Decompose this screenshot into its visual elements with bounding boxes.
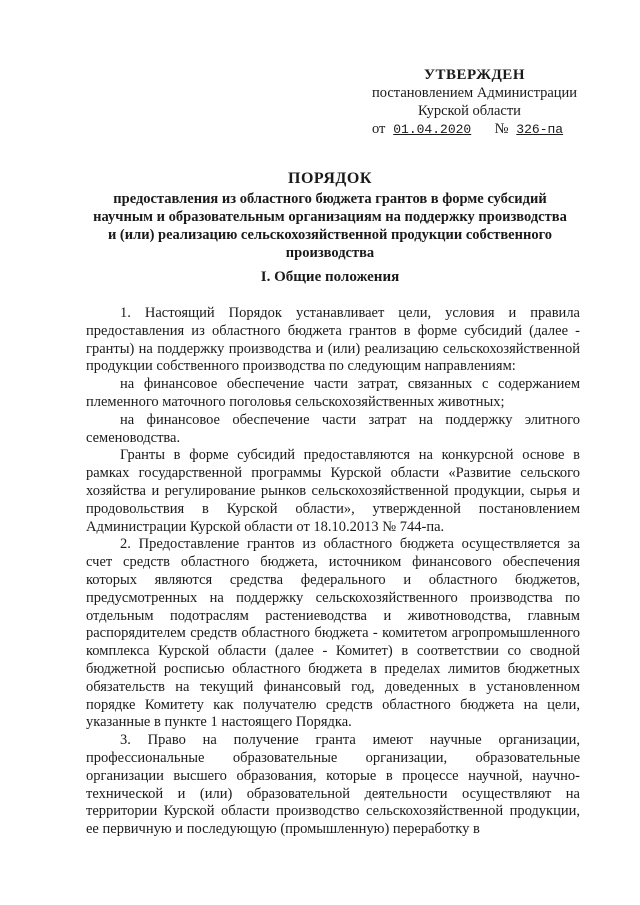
approval-date-line: [372, 120, 592, 139]
paragraph-5: 2. Предоставление грантов из областного бюджета осуществляется за счет средств областного бюджета, источником финансового обеспечения которых являются средства федерального и областного бюджетов, предусмотренных на поддержку сельскохозяйственного производства по отдельным подотраслям растениеводства и животноводства, главным распорядителем средств областного бюджета - комитетом агропромышленного комплекса Курской области (далее - Комитет) в соответствии со сводной бюджетной росписью областного бюджета в пределах лимитов бюджетных обязательств на текущий финансовый год, доведенных в установленном порядке Комитету как получателю средств областного бюджета на цели, указанные в пункте 1 настоящего Порядка.: [86, 536, 580, 731]
approval-block: [372, 66, 592, 139]
approval-number: 326-па: [516, 122, 564, 137]
document-title: ПОРЯДОК: [288, 170, 372, 187]
approval-line-2: Курской области: [418, 103, 521, 119]
date-prefix: от: [372, 121, 386, 137]
section-heading: I. Общие положения: [260, 269, 400, 285]
paragraph-4: Гранты в форме субсидий предоставляются на конкурсной основе в рамках государственной программы Курской области «Развитие сельского хозяйства и регулирование рынков сельскохозяйственной продукции, сырья и продовольствия в Курской области», утвержденной постановлением Администрации Курской области от 18.10.2013 № 744-па.: [86, 447, 580, 535]
approval-date: 01.04.2020: [393, 122, 472, 137]
document-body: [86, 305, 580, 839]
paragraph-1: 1. Настоящий Порядок устанавливает цели, условия и правила предоставления из областного бюджета грантов в форме субсидий (далее - гранты) на поддержку производства и (или) реализацию сельскохозяйственной продукции собственного производства по следующим направлениям:: [86, 305, 580, 375]
paragraph-2: на финансовое обеспечение части затрат, связанных с содержанием племенного маточного поголовья сельскохозяйственных животных;: [86, 376, 580, 410]
paragraph-3: на финансовое обеспечение части затрат на поддержку элитного семеноводства.: [86, 411, 580, 446]
approval-line-1: постановлением Администрации: [372, 85, 578, 101]
number-prefix: №: [494, 121, 509, 137]
paragraph-6: 3. Право на получение гранта имеют научные организации, профессиональные образовательные организации, образовательные организации высшего образования, которые в процессе научной, научно-технической и (или) образовательной деятельности осуществляют на территории Курской области производство сельскохозяйственной продукции, ее первичную и последующую (промышленную) переработку в: [86, 732, 580, 838]
approval-heading: УТВЕРЖДЕН: [424, 67, 525, 83]
document-subtitle: предоставления из областного бюджета грантов в форме субсидий научным и образовательным организациям на поддержку производства и (или) реализацию сельскохозяйственной продукции собственного производства: [93, 191, 567, 261]
